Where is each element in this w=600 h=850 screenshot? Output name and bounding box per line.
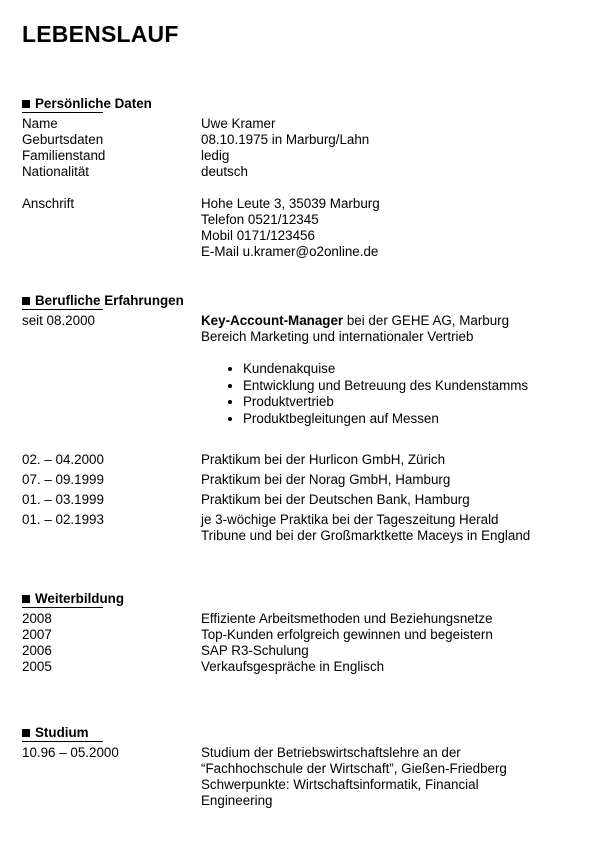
- row-birth: Geburtsdaten 08.10.1975 in Marburg/Lahn: [22, 132, 370, 147]
- address-email: E-Mail u.kramer@o2online.de: [201, 244, 379, 259]
- list-item: 2008 Effiziente Arbeitsmethoden und Beziehungsnetze: [22, 611, 493, 626]
- section-heading-training: Weiterbildung: [22, 590, 582, 607]
- list-item: • Entwicklung und Betreuung des Kundenstamms: [243, 378, 582, 395]
- document-title: LEBENSLAUF: [22, 21, 179, 47]
- heading-underline: [22, 741, 103, 742]
- section-experience: [22, 292, 582, 427]
- list-item: 2006 SAP R3-Schulung: [22, 643, 309, 658]
- square-bullet-icon: [22, 297, 30, 305]
- row-address: Anschrift Hohe Leute 3, 35039 Marburg Telefon 0521/12345 Mobil 0171/123456 E-Mail u.kramer@o2online.de: [22, 196, 582, 260]
- list-item: • Kundenakquise: [243, 361, 582, 378]
- address-street: Hohe Leute 3, 35039 Marburg: [201, 196, 380, 211]
- section-heading-experience: Berufliche Erfahrungen: [22, 292, 582, 309]
- address-phone: Telefon 0521/12345: [201, 212, 319, 227]
- square-bullet-icon: [22, 595, 30, 603]
- section-training: [22, 590, 582, 675]
- row-study: 10.96 – 05.2000 Studium der Betriebswirtschaftslehre an der “Fachhochschule der Wirtschaft”, Gießen-Friedberg Schwerpunkte: Wirtschaftsinformatik, Financial Engineering: [22, 745, 507, 808]
- list-item: 2005 Verkaufsgespräche in Englisch: [22, 659, 385, 674]
- section-personal: [22, 95, 582, 260]
- job-area: Bereich Marketing und internationaler Vertrieb: [201, 329, 474, 344]
- address-mobile: Mobil 0171/123456: [201, 228, 315, 243]
- heading-underline: [22, 309, 103, 310]
- section-study: [22, 724, 582, 809]
- list-item: 01. – 02.1993 je 3-wöchige Praktika bei der Tageszeitung Herald Tribune und bei der Großmarktkette Maceys in England: [22, 512, 531, 543]
- section-heading-personal: Persönliche Daten: [22, 95, 582, 112]
- list-item: • Produktvertrieb: [243, 394, 582, 411]
- row-marital-status: Familienstand ledig: [22, 148, 230, 163]
- heading-underline: [22, 607, 103, 608]
- square-bullet-icon: [22, 729, 30, 737]
- row-current-position: seit 08.2000 Key-Account-Manager bei der GEHE AG, Marburg Bereich Marketing und internationaler Vertrieb • Kundenakquise • Entwicklung und Betreuung des Kundenstamms • Produktvertrieb • Produktbegleitungen auf Messen: [22, 313, 582, 427]
- list-item: 07. – 09.1999 Praktikum bei der Norag GmbH, Hamburg: [22, 472, 451, 487]
- employer: bei der GEHE AG, Marburg: [343, 313, 510, 328]
- task-list: [201, 361, 582, 427]
- square-bullet-icon: [22, 100, 30, 108]
- heading-underline: [22, 112, 103, 113]
- list-item: • Produktbegleitungen auf Messen: [243, 411, 582, 428]
- experience-list: [22, 452, 582, 548]
- row-name: Name Uwe Kramer: [22, 116, 276, 131]
- list-item: 01. – 03.1999 Praktikum bei der Deutschen Bank, Hamburg: [22, 492, 470, 507]
- list-item: 02. – 04.2000 Praktikum bei der Hurlicon GmbH, Zürich: [22, 452, 446, 467]
- list-item: 2007 Top-Kunden erfolgreich gewinnen und begeistern: [22, 627, 493, 642]
- row-nationality: Nationalität deutsch: [22, 164, 248, 179]
- job-title: Key-Account-Manager: [201, 313, 344, 328]
- section-heading-study: Studium: [22, 724, 582, 741]
